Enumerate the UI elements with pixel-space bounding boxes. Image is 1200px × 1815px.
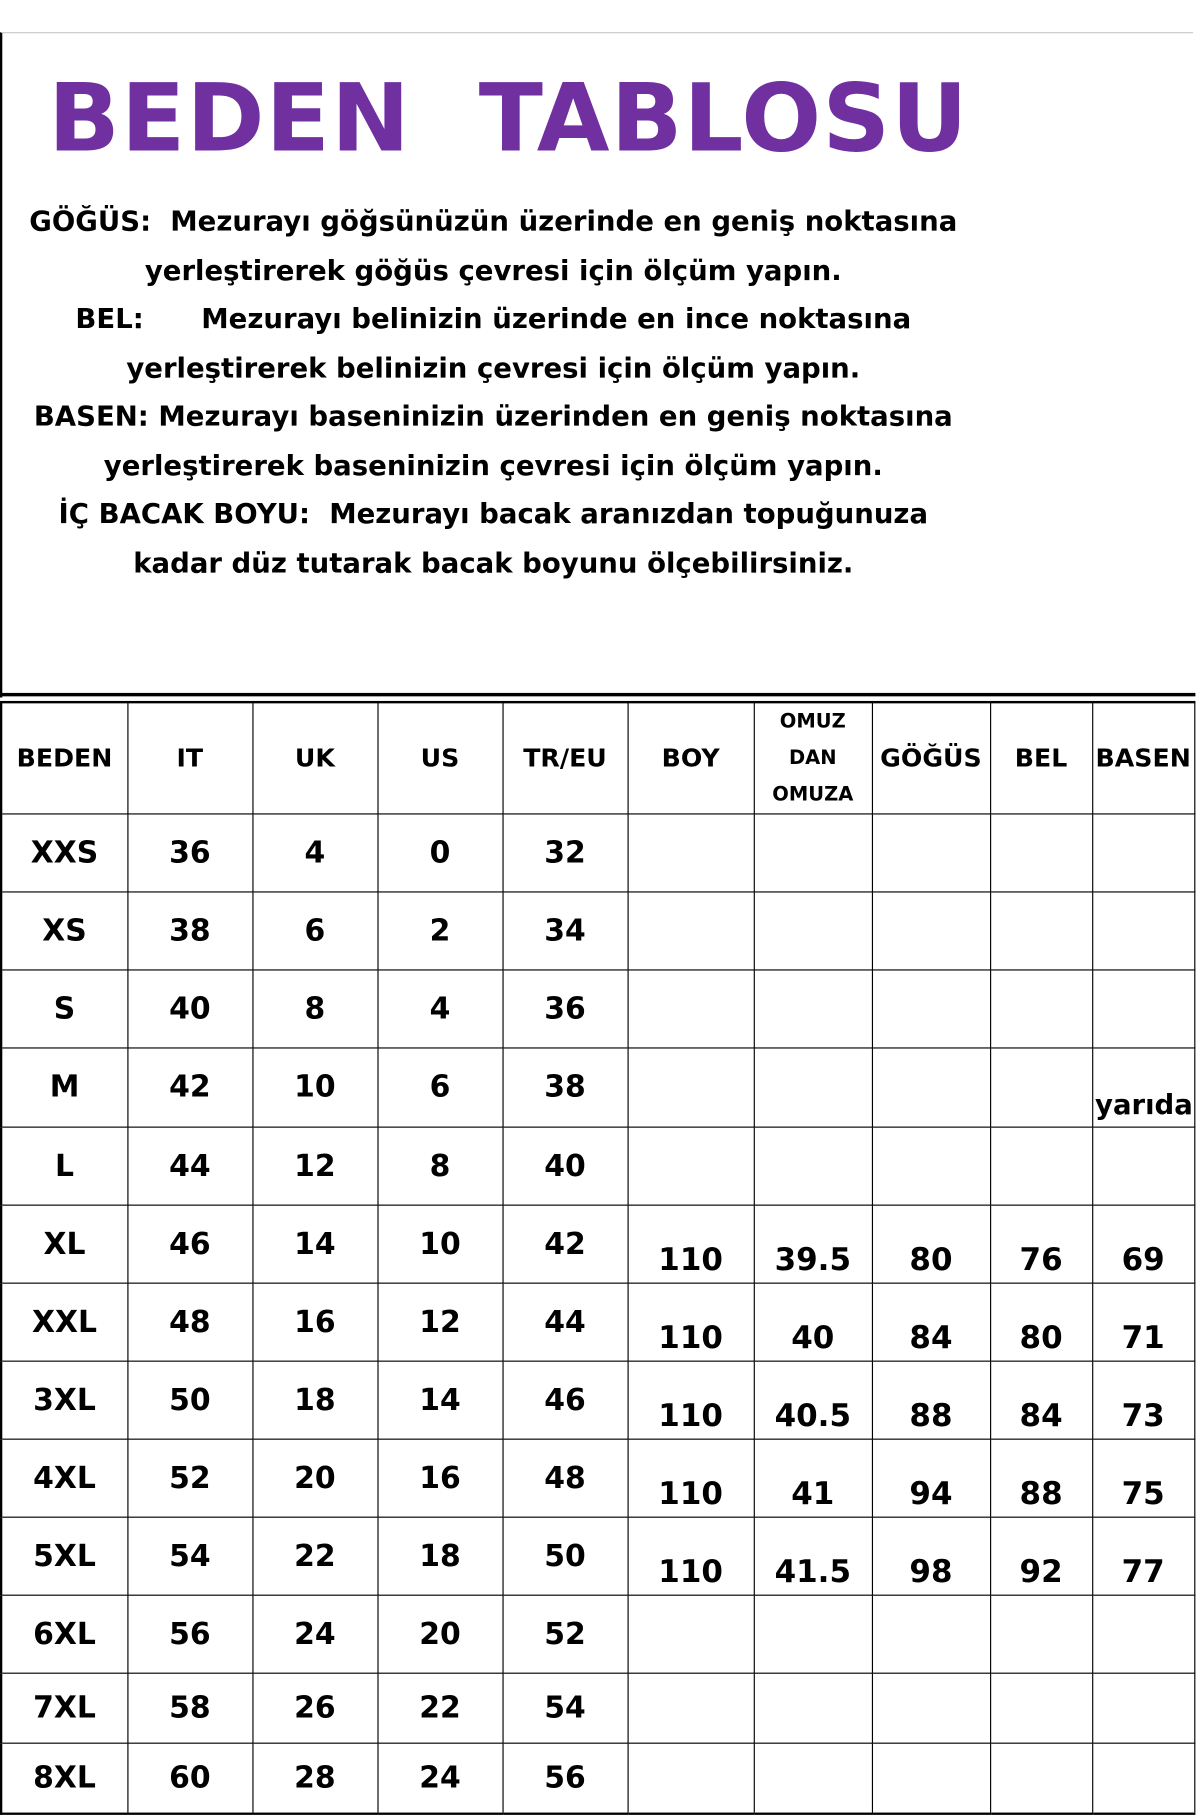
cell-basen <box>1092 1127 1194 1205</box>
cell-boy <box>628 1127 754 1205</box>
cell-boy <box>628 1673 754 1743</box>
table-header-row <box>1 703 1194 814</box>
cell-us: 20 <box>377 1595 502 1673</box>
cell-it: 54 <box>127 1517 252 1595</box>
cell-basen <box>1092 1673 1194 1743</box>
cell-beden: S <box>1 970 127 1048</box>
header-omuz-line: OMUZ <box>779 710 846 734</box>
header-omuz <box>754 703 872 814</box>
cell-beden: XXL <box>1 1283 127 1361</box>
cell-bel: 76 <box>990 1205 1092 1283</box>
table-row <box>1 814 1194 892</box>
cell-basen <box>1092 1743 1194 1814</box>
cell-us: 2 <box>377 892 502 970</box>
cell-uk: 24 <box>252 1595 377 1673</box>
cell-us: 8 <box>377 1127 502 1205</box>
cell-it: 56 <box>127 1595 252 1673</box>
cell-beden: XXS <box>1 814 127 892</box>
cell-basen: 73 <box>1092 1361 1194 1439</box>
cell-us: 6 <box>377 1048 502 1127</box>
cell-treu: 32 <box>502 814 627 892</box>
cell-treu: 46 <box>502 1361 627 1439</box>
cell-boy <box>628 970 754 1048</box>
cell-omuz <box>754 1048 872 1127</box>
cell-it: 44 <box>127 1127 252 1205</box>
cell-boy <box>628 892 754 970</box>
cell-uk: 18 <box>252 1361 377 1439</box>
cell-gogus <box>872 1595 990 1673</box>
header-boy: BOY <box>628 703 754 814</box>
cell-omuz <box>754 892 872 970</box>
cell-it: 50 <box>127 1361 252 1439</box>
header-us: US <box>377 703 502 814</box>
header-basen: BASEN <box>1092 703 1194 814</box>
cell-basen: 69 <box>1092 1205 1194 1283</box>
cell-beden: 5XL <box>1 1517 127 1595</box>
table-row <box>1 1361 1194 1439</box>
cell-it: 38 <box>127 892 252 970</box>
header-uk: UK <box>252 703 377 814</box>
cell-basen: 75 <box>1092 1439 1194 1517</box>
cell-omuz <box>754 1127 872 1205</box>
cell-basen <box>1092 1595 1194 1673</box>
header-beden: BEDEN <box>1 703 127 814</box>
divider <box>0 693 1195 696</box>
cell-omuz: 40.5 <box>754 1361 872 1439</box>
table-row <box>1 1673 1194 1743</box>
cell-it: 40 <box>127 970 252 1048</box>
cell-us: 4 <box>377 970 502 1048</box>
cell-bel: 92 <box>990 1517 1092 1595</box>
header-gogus: GÖĞÜS <box>872 703 990 814</box>
cell-boy: 110 <box>628 1205 754 1283</box>
cell-beden: XS <box>1 892 127 970</box>
table-row <box>1 970 1194 1048</box>
cell-beden: M <box>1 1048 127 1127</box>
cell-boy: 110 <box>628 1283 754 1361</box>
cell-uk: 16 <box>252 1283 377 1361</box>
cell-basen <box>1092 892 1194 970</box>
table-row <box>1 1205 1194 1283</box>
cell-bel: 84 <box>990 1361 1092 1439</box>
cell-beden: XL <box>1 1205 127 1283</box>
instruction-line: yerleştirerek göğüs çevresi için ölçüm yapın. <box>144 254 842 287</box>
instruction-line: kadar düz tutarak bacak boyunu ölçebilirsiniz. <box>133 546 854 579</box>
cell-it: 46 <box>127 1205 252 1283</box>
cell-omuz <box>754 1743 872 1814</box>
cell-uk: 12 <box>252 1127 377 1205</box>
cell-us: 16 <box>377 1439 502 1517</box>
cell-boy <box>628 814 754 892</box>
cell-omuz <box>754 970 872 1048</box>
cell-treu: 40 <box>502 1127 627 1205</box>
size-table <box>0 702 1195 1815</box>
cell-treu: 50 <box>502 1517 627 1595</box>
cell-basen: 71 <box>1092 1283 1194 1361</box>
cell-beden: 3XL <box>1 1361 127 1439</box>
cell-beden: 7XL <box>1 1673 127 1743</box>
cell-uk: 14 <box>252 1205 377 1283</box>
cell-boy <box>628 1595 754 1673</box>
cell-omuz: 41.5 <box>754 1517 872 1595</box>
table-row <box>1 1048 1194 1127</box>
header-it: IT <box>127 703 252 814</box>
cell-omuz: 41 <box>754 1439 872 1517</box>
instruction-line: BASEN: Mezurayı baseninizin üzerinden en geniş noktasına <box>33 400 953 433</box>
table-row <box>1 1439 1194 1517</box>
cell-it: 52 <box>127 1439 252 1517</box>
cell-gogus <box>872 1127 990 1205</box>
cell-gogus: 84 <box>872 1283 990 1361</box>
instruction-line: yerleştirerek baseninizin çevresi için ölçüm yapın. <box>103 449 883 482</box>
cell-omuz: 40 <box>754 1283 872 1361</box>
instruction-line: BEL: Mezurayı belinizin üzerinde en ince noktasına <box>75 302 912 335</box>
page-title: BEDEN TABLOSU <box>48 64 969 174</box>
cell-us: 22 <box>377 1673 502 1743</box>
cell-bel <box>990 892 1092 970</box>
table-row <box>1 1595 1194 1673</box>
cell-gogus <box>872 892 990 970</box>
cell-us: 18 <box>377 1517 502 1595</box>
cell-bel <box>990 1673 1092 1743</box>
cell-gogus: 98 <box>872 1517 990 1595</box>
cell-us: 0 <box>377 814 502 892</box>
cell-us: 12 <box>377 1283 502 1361</box>
cell-us: 10 <box>377 1205 502 1283</box>
cell-treu: 54 <box>502 1673 627 1743</box>
cell-gogus <box>872 814 990 892</box>
cell-bel <box>990 1595 1092 1673</box>
cell-uk: 6 <box>252 892 377 970</box>
cell-boy: 110 <box>628 1361 754 1439</box>
cell-beden: 4XL <box>1 1439 127 1517</box>
header-omuz-line: OMUZA <box>772 783 854 807</box>
cell-treu: 56 <box>502 1743 627 1814</box>
cell-gogus <box>872 970 990 1048</box>
cell-beden: 8XL <box>1 1743 127 1814</box>
cell-treu: 44 <box>502 1283 627 1361</box>
cell-bel <box>990 1048 1092 1127</box>
header-bel: BEL <box>990 703 1092 814</box>
table-row <box>1 1743 1194 1814</box>
cell-it: 58 <box>127 1673 252 1743</box>
cell-it: 42 <box>127 1048 252 1127</box>
cell-us: 24 <box>377 1743 502 1814</box>
cell-bel: 88 <box>990 1439 1092 1517</box>
cell-boy: 110 <box>628 1439 754 1517</box>
cell-beden: 6XL <box>1 1595 127 1673</box>
cell-gogus <box>872 1048 990 1127</box>
cell-uk: 8 <box>252 970 377 1048</box>
instruction-line: yerleştirerek belinizin çevresi için ölçüm yapın. <box>126 351 861 384</box>
cell-treu: 38 <box>502 1048 627 1127</box>
cell-bel <box>990 1127 1092 1205</box>
cell-omuz: 39.5 <box>754 1205 872 1283</box>
cell-gogus: 80 <box>872 1205 990 1283</box>
basen-note: yarıda <box>1092 1048 1194 1127</box>
cell-uk: 26 <box>252 1673 377 1743</box>
instruction-line: GÖĞÜS: Mezurayı göğsünüzün üzerinde en geniş noktasına <box>29 205 958 238</box>
cell-basen: 77 <box>1092 1517 1194 1595</box>
cell-gogus <box>872 1673 990 1743</box>
cell-uk: 22 <box>252 1517 377 1595</box>
table-row <box>1 1127 1194 1205</box>
cell-treu: 48 <box>502 1439 627 1517</box>
cell-basen <box>1092 814 1194 892</box>
cell-bel <box>990 970 1092 1048</box>
cell-omuz <box>754 1595 872 1673</box>
cell-bel: 80 <box>990 1283 1092 1361</box>
table-row <box>1 1283 1194 1361</box>
cell-bel <box>990 814 1092 892</box>
cell-treu: 42 <box>502 1205 627 1283</box>
table-row <box>1 892 1194 970</box>
cell-beden: L <box>1 1127 127 1205</box>
instruction-line: İÇ BACAK BOYU: Mezurayı bacak aranızdan topuğunuza <box>58 497 929 531</box>
cell-gogus: 88 <box>872 1361 990 1439</box>
cell-treu: 36 <box>502 970 627 1048</box>
cell-omuz <box>754 814 872 892</box>
cell-it: 60 <box>127 1743 252 1814</box>
cell-basen <box>1092 970 1194 1048</box>
cell-uk: 20 <box>252 1439 377 1517</box>
cell-treu: 52 <box>502 1595 627 1673</box>
header-tr-eu: TR/EU <box>502 703 627 814</box>
cell-boy <box>628 1743 754 1814</box>
table-row <box>1 1517 1194 1595</box>
cell-boy: 110 <box>628 1517 754 1595</box>
cell-gogus: 94 <box>872 1439 990 1517</box>
cell-uk: 10 <box>252 1048 377 1127</box>
cell-treu: 34 <box>502 892 627 970</box>
measurement-instructions <box>0 197 987 587</box>
cell-bel <box>990 1743 1092 1814</box>
cell-gogus <box>872 1743 990 1814</box>
cell-boy <box>628 1048 754 1127</box>
cell-it: 36 <box>127 814 252 892</box>
cell-omuz <box>754 1673 872 1743</box>
header-omuz-line: DAN <box>788 746 837 770</box>
cell-uk: 28 <box>252 1743 377 1814</box>
cell-uk: 4 <box>252 814 377 892</box>
cell-us: 14 <box>377 1361 502 1439</box>
cell-it: 48 <box>127 1283 252 1361</box>
